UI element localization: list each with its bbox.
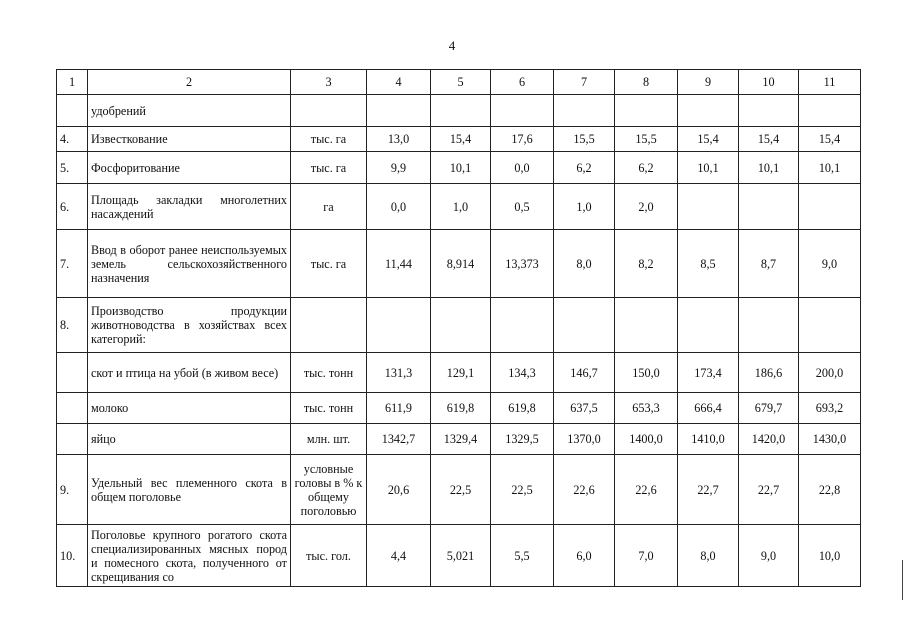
column-header: 4 [367,70,431,95]
indicator-name: Поголовье крупного рогатого скота специализированных мясных пород и помесного скота, полученного от скрещивания со [88,525,291,587]
table-row [57,353,861,393]
value-cell: 22,5 [431,455,491,525]
value-cell: 22,5 [491,455,554,525]
value-cell: 15,5 [554,127,615,152]
value-cell: 4,4 [367,525,431,587]
row-number [57,95,88,127]
value-cell: 0,5 [491,184,554,230]
value-cell: 150,0 [615,353,678,393]
value-cell [367,95,431,127]
unit-cell: тыс. тонн [291,353,367,393]
value-cell [678,95,739,127]
value-cell [799,184,861,230]
value-cell: 619,8 [431,393,491,424]
row-number: 7. [57,230,88,298]
value-cell: 15,4 [678,127,739,152]
value-cell [491,95,554,127]
value-cell: 20,6 [367,455,431,525]
value-cell: 22,6 [554,455,615,525]
value-cell: 10,1 [799,152,861,184]
value-cell [799,95,861,127]
value-cell: 1,0 [554,184,615,230]
value-cell [615,298,678,353]
value-cell: 1410,0 [678,424,739,455]
value-cell: 22,7 [678,455,739,525]
value-cell [554,298,615,353]
indicator-name: Удельный вес племенного скота в общем поголовье [88,455,291,525]
value-cell: 173,4 [678,353,739,393]
value-cell: 1,0 [431,184,491,230]
unit-cell: тыс. гол. [291,525,367,587]
unit-cell: млн. шт. [291,424,367,455]
indicators-table [56,69,861,587]
column-header: 6 [491,70,554,95]
value-cell: 186,6 [739,353,799,393]
value-cell: 22,6 [615,455,678,525]
value-cell [554,95,615,127]
value-cell: 7,0 [615,525,678,587]
table-row [57,95,861,127]
value-cell [615,95,678,127]
value-cell [799,298,861,353]
column-header: 10 [739,70,799,95]
column-header: 2 [88,70,291,95]
value-cell: 0,0 [491,152,554,184]
row-number: 6. [57,184,88,230]
value-cell: 8,5 [678,230,739,298]
value-cell: 637,5 [554,393,615,424]
unit-cell: тыс. га [291,127,367,152]
value-cell [367,298,431,353]
value-cell: 22,8 [799,455,861,525]
value-cell: 8,914 [431,230,491,298]
value-cell: 11,44 [367,230,431,298]
value-cell [739,184,799,230]
table-row [57,184,861,230]
value-cell: 134,3 [491,353,554,393]
value-cell: 0,0 [367,184,431,230]
row-number [57,393,88,424]
value-cell: 2,0 [615,184,678,230]
value-cell: 200,0 [799,353,861,393]
value-cell: 10,1 [739,152,799,184]
column-header: 9 [678,70,739,95]
header-row [57,70,861,95]
value-cell: 10,0 [799,525,861,587]
table-row [57,525,861,587]
value-cell: 1400,0 [615,424,678,455]
indicator-name: Площадь закладки многолетних насаждений [88,184,291,230]
value-cell: 5,021 [431,525,491,587]
indicator-name: Ввод в оборот ранее неиспользуемых земель сельскохозяйственного назначения [88,230,291,298]
value-cell: 22,7 [739,455,799,525]
column-header: 8 [615,70,678,95]
value-cell: 6,0 [554,525,615,587]
value-cell: 8,0 [678,525,739,587]
row-number: 9. [57,455,88,525]
table-row [57,298,861,353]
value-cell: 17,6 [491,127,554,152]
value-cell: 1430,0 [799,424,861,455]
value-cell: 10,1 [678,152,739,184]
value-cell: 693,2 [799,393,861,424]
table-row [57,230,861,298]
row-number: 8. [57,298,88,353]
indicator-name: Фосфоритование [88,152,291,184]
table-row [57,127,861,152]
value-cell: 10,1 [431,152,491,184]
value-cell: 9,9 [367,152,431,184]
column-header: 7 [554,70,615,95]
value-cell: 611,9 [367,393,431,424]
table-row [57,152,861,184]
unit-cell: тыс. тонн [291,393,367,424]
indicator-name: удобрений [88,95,291,127]
row-number [57,353,88,393]
value-cell: 6,2 [554,152,615,184]
value-cell: 131,3 [367,353,431,393]
value-cell: 1329,5 [491,424,554,455]
value-cell: 1342,7 [367,424,431,455]
value-cell: 15,5 [615,127,678,152]
value-cell: 679,7 [739,393,799,424]
unit-cell: условные головы в % к общему поголовью [291,455,367,525]
value-cell: 8,7 [739,230,799,298]
indicator-name: скот и птица на убой (в живом весе) [88,353,291,393]
unit-cell [291,95,367,127]
value-cell [491,298,554,353]
unit-cell: тыс. га [291,152,367,184]
scan-edge-mark [902,560,903,600]
table-row [57,455,861,525]
row-number: 4. [57,127,88,152]
column-header: 5 [431,70,491,95]
column-header: 3 [291,70,367,95]
value-cell: 1420,0 [739,424,799,455]
value-cell: 8,0 [554,230,615,298]
value-cell: 13,373 [491,230,554,298]
value-cell: 1329,4 [431,424,491,455]
indicator-name: Известкование [88,127,291,152]
indicator-name: молоко [88,393,291,424]
value-cell: 15,4 [739,127,799,152]
unit-cell: га [291,184,367,230]
value-cell [431,95,491,127]
value-cell: 13,0 [367,127,431,152]
table-row [57,424,861,455]
page-number: 4 [448,38,456,53]
value-cell: 15,4 [799,127,861,152]
row-number: 5. [57,152,88,184]
row-number [57,424,88,455]
table-row [57,393,861,424]
unit-cell: тыс. га [291,230,367,298]
column-header: 11 [799,70,861,95]
value-cell: 129,1 [431,353,491,393]
value-cell [739,298,799,353]
value-cell: 1370,0 [554,424,615,455]
row-number: 10. [57,525,88,587]
indicator-name: яйцо [88,424,291,455]
value-cell [431,298,491,353]
value-cell [739,95,799,127]
value-cell: 666,4 [678,393,739,424]
column-header: 1 [57,70,88,95]
value-cell: 15,4 [431,127,491,152]
value-cell: 9,0 [799,230,861,298]
indicator-name: Производство продукции животноводства в хозяйствах всех категорий: [88,298,291,353]
unit-cell [291,298,367,353]
value-cell: 653,3 [615,393,678,424]
value-cell: 6,2 [615,152,678,184]
value-cell: 9,0 [739,525,799,587]
value-cell [678,184,739,230]
value-cell [678,298,739,353]
value-cell: 5,5 [491,525,554,587]
value-cell: 8,2 [615,230,678,298]
value-cell: 619,8 [491,393,554,424]
value-cell: 146,7 [554,353,615,393]
